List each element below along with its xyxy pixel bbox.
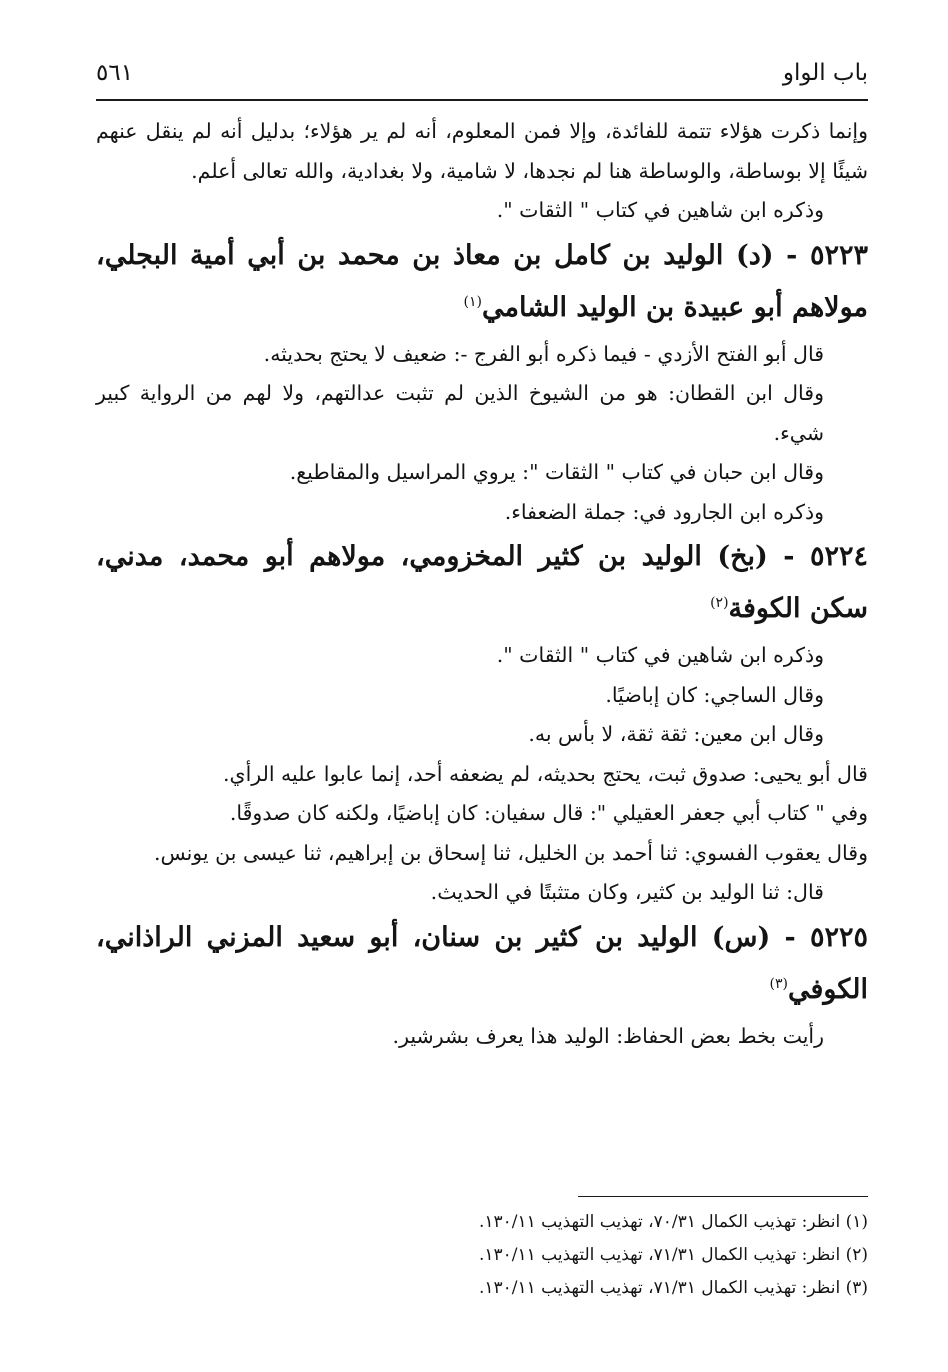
entry-title: ٥٢٢٥ - (س) الوليد بن كثير بن سنان، أبو سعيد المزني الراذاني، الكوفي	[96, 921, 868, 1005]
page-number: ٥٦١	[96, 60, 134, 86]
body-paragraph: وذكره ابن الجارود في: جملة الضعفاء.	[504, 499, 824, 524]
body-paragraph: وإنما ذكرت هؤلاء تتمة للفائدة، وإلا فمن المعلوم، أنه لم ير هؤلاء؛ بدليل أنه لم ينقل عنهم شيئًا إلا بوساطة، والوساطة هنا لم نجدها، لا شامية، ولا بغدادية، والله تعالى أعلم.	[96, 119, 868, 183]
running-header	[96, 52, 868, 94]
body-paragraph: وفي " كتاب أبي جعفر العقيلي ": قال سفيان: كان إباضيًا، ولكنه كان صدوقًا.	[229, 801, 868, 825]
body-paragraph: قال أبو يحيى: صدوق ثبت، يحتج بحديثه، لم يضعفه أحد، إنما عابوا عليه الرأي.	[223, 761, 868, 786]
header-rule	[96, 99, 868, 101]
biography-entry-heading	[96, 534, 868, 632]
body-paragraph: وقال يعقوب الفسوي: ثنا أحمد بن الخليل، ثنا إسحاق بن إبراهيم، ثنا عيسى بن يونس.	[153, 840, 868, 865]
body-paragraph: وقال الساجي: كان إباضيًا.	[605, 682, 824, 707]
main-text	[96, 112, 868, 1056]
body-paragraph: قال: ثنا الوليد بن كثير، وكان متثبتًا في الحديث.	[430, 880, 824, 904]
body-paragraph: قال أبو الفتح الأزدي - فيما ذكره أبو الفرج -: ضعيف لا يحتج بحديثه.	[263, 341, 824, 366]
body-paragraph: وقال ابن معين: ثقة ثقة، لا بأس به.	[528, 722, 824, 746]
biography-entry-heading	[96, 915, 868, 1013]
body-paragraph: وقال ابن حبان في كتاب " الثقات ": يروي المراسيل والمقاطيع.	[289, 460, 824, 484]
body-paragraph: رأيت بخط بعض الحفاظ: الوليد هذا يعرف بشرشير.	[392, 1023, 824, 1048]
body-paragraph: وذكره ابن شاهين في كتاب " الثقات ".	[496, 198, 824, 222]
footnote-rule	[578, 1196, 868, 1197]
footnote-marker: (١)	[463, 293, 482, 310]
footnotes	[96, 1206, 868, 1305]
footnote-marker: (٢)	[710, 595, 729, 611]
footnote: (١) انظر: تهذيب الكمال ٧٠/٣١، تهذيب التهذيب ١٣٠/١١.	[478, 1212, 868, 1232]
footnote-marker: (٣)	[769, 975, 788, 992]
entry-title: ٥٢٢٤ - (بخ) الوليد بن كثير المخزومي، مولاهم أبو محمد، مدني، سكن الكوفة	[96, 541, 868, 624]
footnote: (٢) انظر: تهذيب الكمال ٧١/٣١، تهذيب التهذيب ١٣٠/١١.	[478, 1245, 868, 1265]
entry-title: ٥٢٢٣ - (د) الوليد بن كامل بن معاذ بن محمد بن أبي أمية البجلي، مولاهم أبو عبيدة بن الوليد الشامي	[96, 239, 868, 323]
body-paragraph: وقال ابن القطان: هو من الشيوخ الذين لم تثبت عدالتهم، ولا لهم من الرواية كبير شيء.	[96, 381, 824, 445]
body-paragraph: وذكره ابن شاهين في كتاب " الثقات ".	[496, 643, 824, 667]
biography-entry-heading	[96, 233, 868, 331]
footnote: (٣) انظر: تهذيب الكمال ٧١/٣١، تهذيب التهذيب ١٣٠/١١.	[478, 1278, 868, 1298]
chapter-title: باب الواو	[782, 60, 868, 86]
